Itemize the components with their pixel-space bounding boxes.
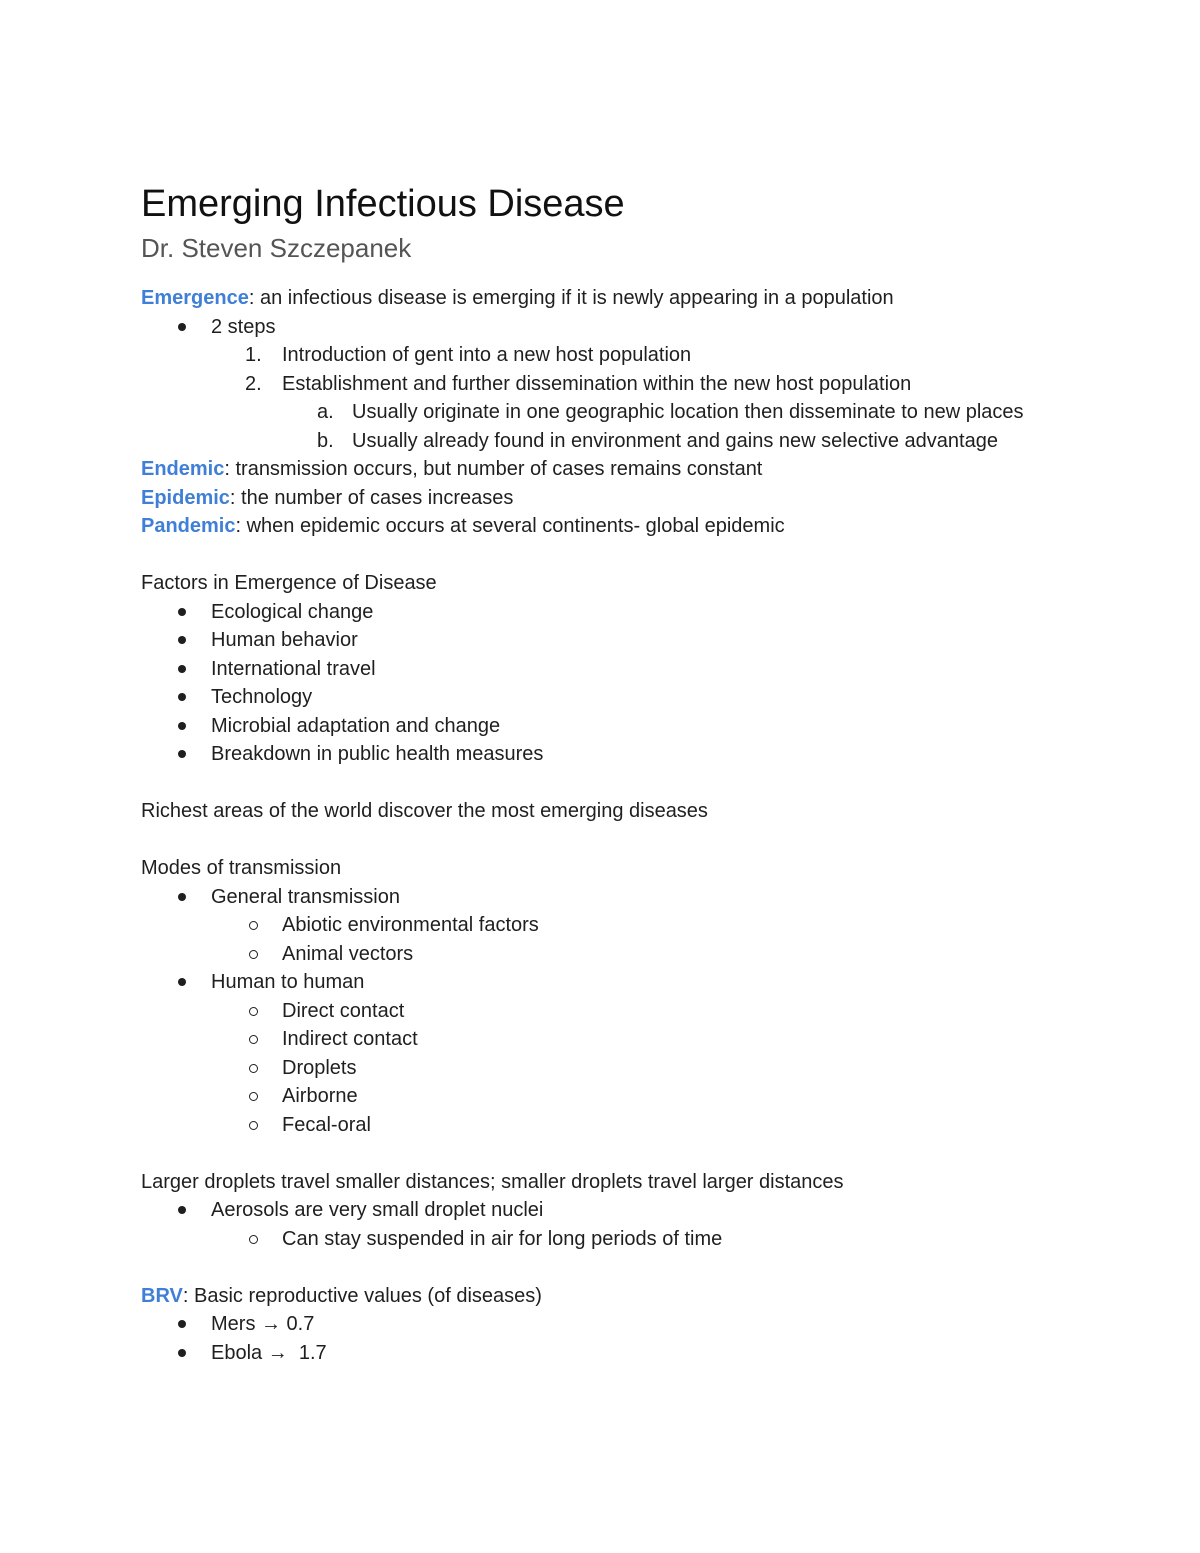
modes-heading: Modes of transmission: [141, 857, 342, 879]
list-item: Ecological change: [141, 598, 1081, 627]
bullet-icon: [178, 608, 186, 616]
bullet-icon: [178, 665, 186, 673]
list-item: 1. Introduction of gent into a new host population: [245, 344, 692, 366]
list-item: Ebola → 1.7: [141, 1339, 1081, 1368]
list-item: Aerosols are very small droplet nuclei: [141, 1196, 1081, 1225]
endemic-definition: Endemic: transmission occurs, but number of cases remains constant: [141, 458, 763, 480]
list-item: Droplets: [141, 1054, 1081, 1083]
term-brv: BRV: [141, 1284, 183, 1307]
list-item: b. Usually already found in environment and gains new selective advantage: [317, 429, 998, 452]
document-subtitle: Dr. Steven Szczepanek: [141, 233, 412, 263]
brv-definition: BRV: Basic reproductive values (of diseases): [141, 1284, 542, 1307]
bullet-icon: [178, 636, 186, 644]
list-item: Human behavior: [141, 626, 1081, 655]
list-item: Human to human: [141, 968, 1081, 997]
list-item: Fecal-oral: [141, 1111, 1081, 1140]
list-item: Indirect contact: [141, 1025, 1081, 1054]
hollow-bullet-icon: [249, 950, 258, 959]
hollow-bullet-icon: [249, 921, 258, 930]
list-item: International travel: [141, 655, 1081, 684]
list-item: Animal vectors: [141, 940, 1081, 969]
bullet-icon: [178, 323, 186, 331]
list-item: Abiotic environmental factors: [141, 911, 1081, 940]
list-item: Microbial adaptation and change: [141, 712, 1081, 741]
bullet-icon: [178, 693, 186, 701]
list-item: General transmission: [141, 883, 1081, 912]
richest-areas-text: Richest areas of the world discover the most emerging diseases: [141, 800, 708, 822]
term-emergence: Emergence: [141, 287, 249, 309]
document-page: [141, 180, 1081, 1367]
list-item: Can stay suspended in air for long periods of time: [141, 1225, 1081, 1254]
term-endemic: Endemic: [141, 458, 225, 480]
emergence-definition: Emergence: an infectious disease is emerging if it is newly appearing in a population: [141, 287, 894, 309]
droplets-text: Larger droplets travel smaller distances; smaller droplets travel larger distances: [141, 1170, 844, 1193]
hollow-bullet-icon: [249, 1121, 258, 1130]
hollow-bullet-icon: [249, 1092, 258, 1101]
list-item: Mers → 0.7: [141, 1310, 1081, 1339]
epidemic-definition: Epidemic: the number of cases increases: [141, 486, 514, 509]
bullet-icon: [178, 1206, 186, 1214]
list-item: Airborne: [141, 1082, 1081, 1111]
list-item: 2. Establishment and further dissemination within the new host population: [245, 372, 912, 395]
hollow-bullet-icon: [249, 1035, 258, 1044]
list-item: Breakdown in public health measures: [141, 740, 1081, 769]
term-pandemic: Pandemic: [141, 515, 236, 537]
list-item: Direct contact: [141, 997, 1081, 1026]
document-title: Emerging Infectious Disease: [141, 183, 625, 225]
hollow-bullet-icon: [249, 1007, 258, 1016]
list-item: a. Usually originate in one geographic location then disseminate to new places: [317, 401, 1024, 423]
hollow-bullet-icon: [249, 1235, 258, 1244]
term-epidemic: Epidemic: [141, 486, 230, 509]
factors-heading: Factors in Emergence of Disease: [141, 572, 437, 594]
bullet-icon: [178, 722, 186, 730]
bullet-icon: [178, 1320, 186, 1328]
pandemic-definition: Pandemic: when epidemic occurs at several continents- global epidemic: [141, 515, 785, 537]
bullet-icon: [178, 978, 186, 986]
bullet-icon: [178, 750, 186, 758]
hollow-bullet-icon: [249, 1064, 258, 1073]
list-item: 2 steps: [141, 313, 1081, 342]
bullet-icon: [178, 893, 186, 901]
list-item: Technology: [141, 683, 1081, 712]
bullet-icon: [178, 1349, 186, 1357]
